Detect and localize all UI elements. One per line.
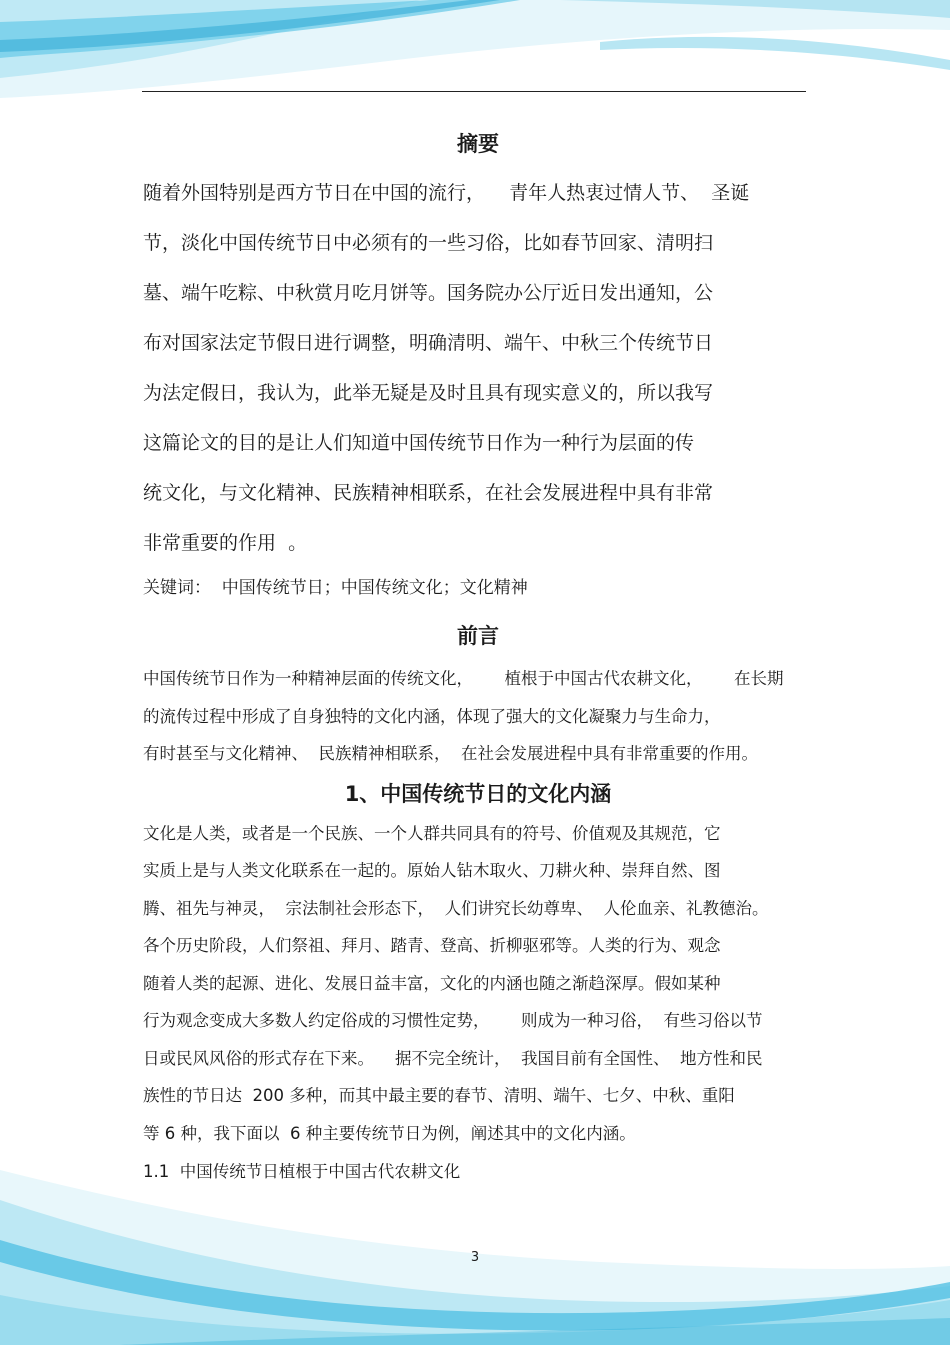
section-line: 各个历史阶段，人们祭祖、拜月、踏青、登高、折柳驱邪等。人类的行为、观念 (143, 936, 721, 955)
abstract-line: 节，淡化中国传统节日中必须有的一些习俗，比如春节回家、清明扫 (143, 232, 714, 254)
section-line: 文化是人类，或者是一个民族、一个人群共同具有的符号、价值观及其规范，它 (143, 823, 721, 843)
preface-title: 前言 (457, 624, 499, 648)
abstract-line: 随着外国特别是西方节日在中国的流行， 青年人热衷过情人节、 圣诞 (143, 182, 750, 204)
keywords: 关键词： 中国传统节日；中国传统文化；文化精神 (143, 578, 528, 598)
subsection-title: 1.1 中国传统节日植根于中国古代农耕文化 (143, 1162, 461, 1181)
section-line: 族性的节日达 200 多种，而其中最主要的春节、清明、端午、七夕、中秋、重阳 (143, 1086, 735, 1105)
preface-line: 有时甚至与文化精神、 民族精神相联系， 在社会发展进程中具有非常重要的作用。 (143, 744, 758, 763)
header-rule (142, 91, 806, 92)
section-text (143, 815, 813, 1153)
abstract-line: 为法定假日，我认为，此举无疑是及时且具有现实意义的，所以我写 (143, 382, 714, 404)
section-line: 等 6 种，我下面以 6 种主要传统节日为例，阐述其中的文化内涵。 (143, 1123, 636, 1143)
abstract-line: 这篇论文的目的是让人们知道中国传统节日作为一种行为层面的传 (143, 432, 695, 454)
abstract-text (143, 168, 813, 568)
preface-text (143, 660, 813, 773)
section-title: 1、中国传统节日的文化内涵 (344, 781, 612, 806)
preface-line: 中国传统节日作为一种精神层面的传统文化， 植根于中国古代农耕文化， 在长期 (143, 669, 784, 688)
abstract-line: 非常重要的作用 。 (143, 532, 308, 554)
abstract-title: 摘要 (457, 132, 499, 156)
preface-line: 的流传过程中形成了自身独特的文化内涵，体现了强大的文化凝聚力与生命力， (143, 706, 721, 726)
abstract-line: 统文化，与文化精神、民族精神相联系，在社会发展进程中具有非常 (143, 482, 714, 504)
abstract-line: 布对国家法定节假日进行调整，明确清明、端午、中秋三个传统节日 (143, 332, 714, 354)
section-line: 随着人类的起源、进化、发展日益丰富，文化的内涵也随之渐趋深厚。假如某种 (143, 973, 721, 993)
section-line: 腾、祖先与神灵， 宗法制社会形态下， 人们讲究长幼尊卑、 人伦血亲、礼教德治。 (143, 898, 769, 918)
section-line: 实质上是与人类文化联系在一起的。原始人钻木取火、刀耕火种、崇拜自然、图 (143, 861, 721, 880)
section-line: 日或民风风俗的形式存在下来。 据不完全统计， 我国目前有全国性、 地方性和民 (143, 1048, 763, 1068)
page-number: 3 (470, 1250, 480, 1265)
document-body (143, 120, 813, 1192)
section-line: 行为观念变成大多数人约定俗成的习惯性定势， 则成为一种习俗， 有些习俗以节 (143, 1011, 763, 1030)
abstract-line: 墓、端午吃粽、中秋赏月吃月饼等。国务院办公厅近日发出通知，公 (143, 282, 714, 304)
